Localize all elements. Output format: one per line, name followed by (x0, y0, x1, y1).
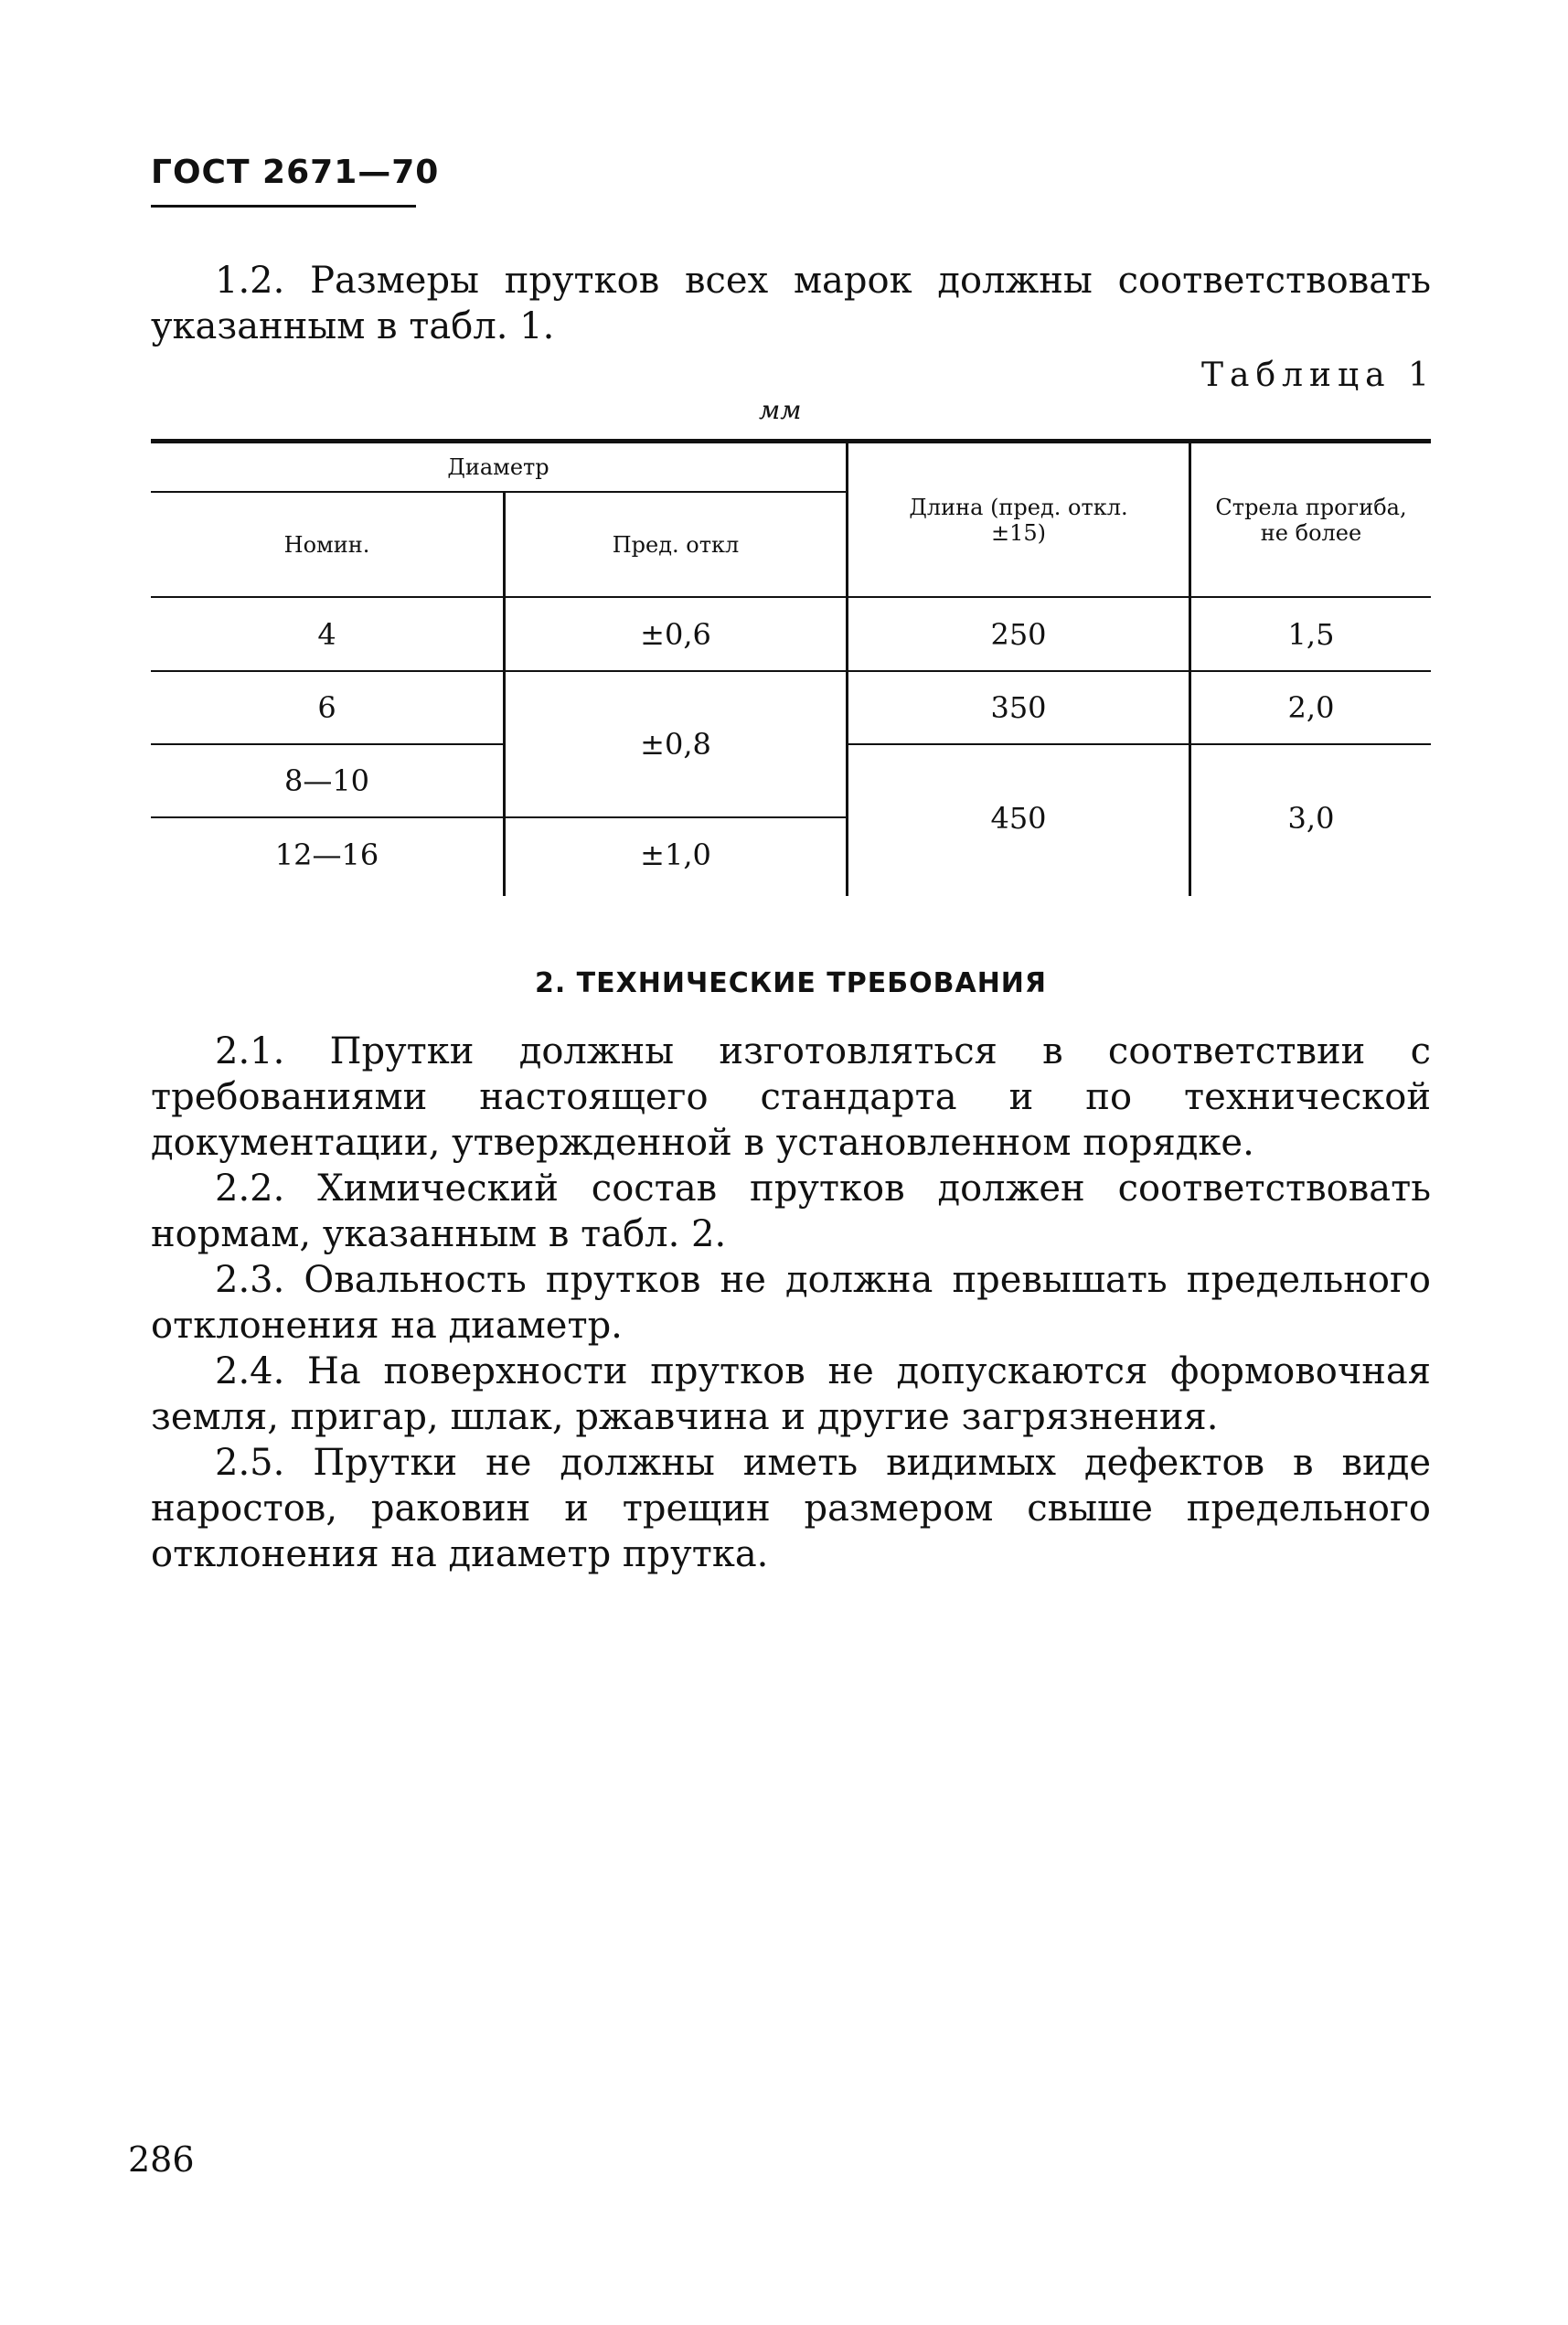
clause-2-2: 2.2. Химический состав прутков должен соответствовать нормам, указанным в табл. 2. (151, 1168, 1431, 1255)
clause-2-5: 2.5. Прутки не должны иметь видимых дефектов в виде наростов, раковин и трещин размером свыше предельного отклонения на диаметр прутка. (151, 1442, 1431, 1575)
clause-1-2: 1.2. Размеры прутков всех марок должны соответствовать указанным в табл. 1. (151, 260, 1431, 347)
table-units: мм (759, 395, 802, 425)
tolerance-cell: ±0,6 (640, 616, 711, 652)
table-caption: Таблица 1 (1201, 357, 1435, 394)
header-tolerance-text: Пред. откл (612, 531, 740, 558)
standard-header: ГОСТ 2671—70 (151, 154, 440, 191)
nominal-cell: 6 (317, 690, 336, 725)
clause-2-3: 2.3. Овальность прутков не должна превышать предельного отклонения на диаметр. (151, 1259, 1431, 1347)
length-cell: 450 (990, 801, 1047, 836)
nominal-cell: 8—10 (283, 763, 370, 798)
header-length-line-1: Длина (пред. откл. (909, 494, 1128, 520)
page-number: 286 (128, 2139, 195, 2180)
bend-cell: 2,0 (1287, 690, 1335, 725)
header-nominal (151, 493, 503, 596)
section-2-title: 2. ТЕХНИЧЕСКИЕ ТРЕБОВАНИЯ (534, 967, 1048, 999)
header-diameter-text: Диаметр (447, 454, 549, 480)
bend-cell: 1,5 (1287, 616, 1335, 652)
header-bend-line-2: не более (1260, 519, 1362, 546)
header-bend-line-1: Стрела прогиба, (1215, 494, 1407, 520)
header-bend (1191, 443, 1431, 596)
clause-2-4: 2.4. На поверхности прутков не допускаются формовочная земля, пригар, шлак, ржавчина и другие загрязнения. (151, 1350, 1431, 1438)
header-length-line-2: ±15) (990, 519, 1046, 546)
dimensions-table (151, 439, 1431, 914)
tolerance-cell: ±0,8 (640, 727, 711, 762)
header-length (848, 443, 1189, 596)
header-underline (151, 205, 416, 208)
bend-cell: 3,0 (1287, 801, 1335, 836)
nominal-cell: 12—16 (274, 837, 379, 872)
nominal-cell: 4 (317, 616, 336, 652)
clause-2-1: 2.1. Прутки должны изготовляться в соответствии с требованиями настоящего стандарта и по технической документации, утвержденной в установленном порядке. (151, 1030, 1431, 1164)
header-tolerance (506, 493, 846, 596)
requirements-body (151, 1029, 1431, 1577)
header-nominal-text: Номин. (283, 531, 370, 558)
header-diameter (151, 443, 846, 491)
length-cell: 250 (990, 616, 1047, 652)
tolerance-cell: ±1,0 (640, 837, 711, 872)
length-cell: 350 (990, 690, 1047, 725)
